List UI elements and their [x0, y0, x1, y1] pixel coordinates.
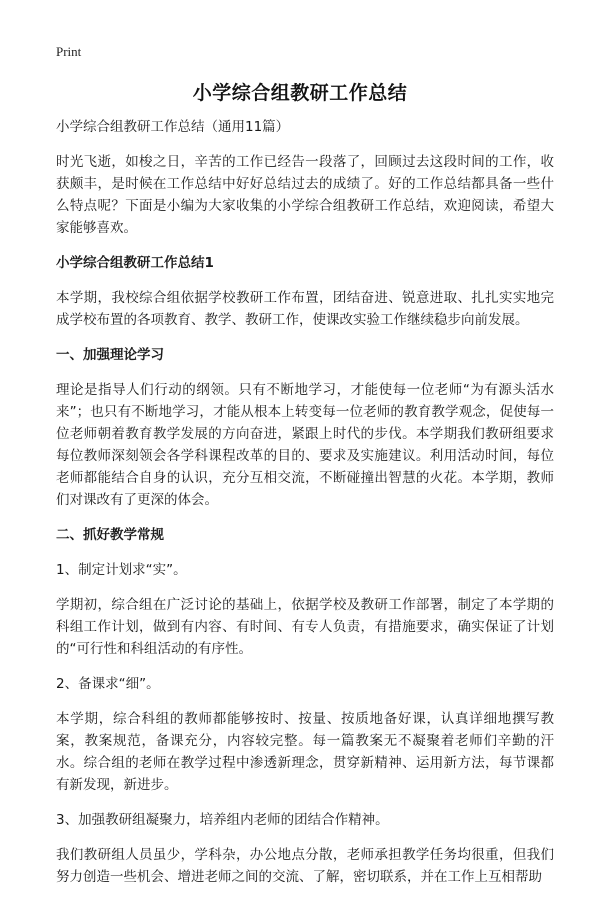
- item-plan: 1、制定计划求“实”。: [56, 562, 187, 578]
- print-link[interactable]: Print: [56, 44, 82, 59]
- heading-theory-study: 一、加强理论学习: [56, 347, 164, 363]
- paragraph-theory-study: 理论是指导人们行动的纲领。只有不断地学习，才能使每一位老师“为有源头活水来”；也只有不断地学习，才能从根本上转变每一位老师的教育教学观念，促使每一位老师朝着教育教学发展的方向奋进，紧跟上时代的步伐。本学期我们教研组要求每位教师深刻领会各学科课程改革的目的、要求及实施建议。利用活动时间，每位老师都能结合自身的认识，充分互相交流，不断碰撞出智慧的火花。本学期，教师们对课改有了更深的体会。: [56, 382, 554, 508]
- heading-teaching-routine: 二、抓好教学常规: [56, 527, 164, 543]
- page-title: 小学综合组教研工作总结: [192, 82, 408, 104]
- paragraph-lesson-prep: 本学期，综合科组的教师都能够按时、按量、按质地备好课，认真详细地撰写教案，教案规范，备课充分，内容较完整。每一篇教案无不凝聚着老师们辛勤的汗水。综合组的老师在教学过程中渗透新理念，贯穿新精神、运用新方法，每节课都有新发现，新进步。: [56, 711, 554, 793]
- item-cohesion: 3、加强教研组凝聚力，培养组内老师的团结合作精神。: [56, 812, 389, 828]
- paragraph-cohesion: 我们教研组人员虽少，学科杂，办公地点分散，老师承担教学任务均很重，但我们努力创造一些机会、增进老师之间的交流、了解，密切联系，并在工作上互相帮助: [56, 847, 554, 885]
- paragraph-plan: 学期初，综合组在广泛讨论的基础上，依据学校及教研工作部署，制定了本学期的科组工作计划，做到有内容、有时间、有专人负责，有措施要求，确实保证了计划的“可行性和科组活动的有序性。: [56, 597, 554, 657]
- document-subtitle: 小学综合组教研工作总结（通用11篇）: [56, 119, 290, 135]
- section-title: 小学综合组教研工作总结1: [56, 255, 214, 271]
- document-body: [56, 116, 554, 901]
- section-intro-paragraph: 本学期，我校综合组依据学校教研工作布置，团结奋进、锐意进取、扎扎实实地完成学校布置的各项教育、教学、教研工作，使课改实验工作继续稳步向前发展。: [56, 290, 554, 328]
- intro-paragraph: 时光飞逝，如梭之日，辛苦的工作已经告一段落了，回顾过去这段时间的工作，收获颇丰，是时候在工作总结中好好总结过去的成绩了。好的工作总结都具备一些什么特点呢？下面是小编为大家收集的小学综合组教研工作总结，欢迎阅读，希望大家能够喜欢。: [56, 154, 554, 236]
- item-lesson-prep: 2、备课求“细”。: [56, 676, 160, 692]
